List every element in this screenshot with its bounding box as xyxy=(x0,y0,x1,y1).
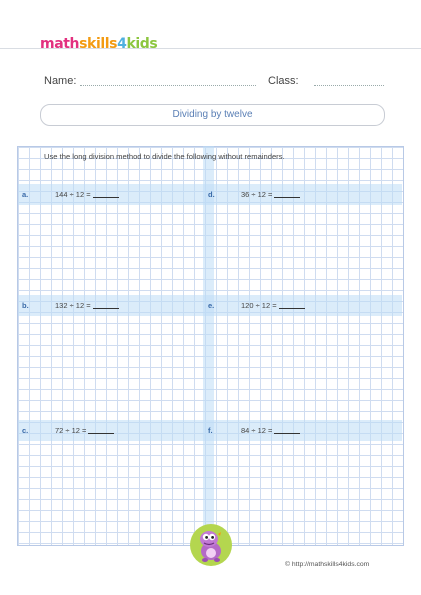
worksheet-title: Dividing by twelve xyxy=(40,104,385,126)
footer-copyright[interactable]: © http://mathskills4kids.com xyxy=(285,561,370,568)
problem-f xyxy=(241,426,300,435)
problem-label-f: f. xyxy=(208,426,213,435)
answer-blank[interactable] xyxy=(274,197,300,198)
problem-label-e: e. xyxy=(208,301,215,310)
answer-blank[interactable] xyxy=(88,433,114,434)
problem-expression: 36 ÷ 12 = xyxy=(241,190,273,199)
problem-expression: 132 ÷ 12 = xyxy=(55,301,91,310)
class-label: Class: xyxy=(268,75,299,87)
answer-blank[interactable] xyxy=(274,433,300,434)
problem-label-c: c. xyxy=(22,426,29,435)
problem-a xyxy=(55,190,119,199)
problem-label-a: a. xyxy=(22,190,29,199)
problem-label-b: b. xyxy=(22,301,29,310)
mathskills4kids-logo: mathskills4kids xyxy=(40,36,158,52)
name-label: Name: xyxy=(44,75,77,87)
problem-e xyxy=(241,301,305,310)
dinosaur-mascot-icon xyxy=(190,524,232,566)
problem-expression: 84 ÷ 12 = xyxy=(241,426,273,435)
problem-c xyxy=(55,426,114,435)
problem-expression: 72 ÷ 12 = xyxy=(55,426,87,435)
problem-expression: 120 ÷ 12 = xyxy=(241,301,277,310)
problem-expression: 144 ÷ 12 = xyxy=(55,190,91,199)
answer-blank[interactable] xyxy=(93,308,119,309)
problem-label-d: d. xyxy=(208,190,215,199)
answer-blank[interactable] xyxy=(93,197,119,198)
problem-d xyxy=(241,190,300,199)
name-field[interactable] xyxy=(80,85,256,86)
problem-b xyxy=(55,301,119,310)
column-divider-stripe xyxy=(203,146,214,544)
instructions: Use the long division method to divide the following without remainders. xyxy=(44,152,285,161)
answer-blank[interactable] xyxy=(279,308,305,309)
class-field[interactable] xyxy=(314,85,384,86)
